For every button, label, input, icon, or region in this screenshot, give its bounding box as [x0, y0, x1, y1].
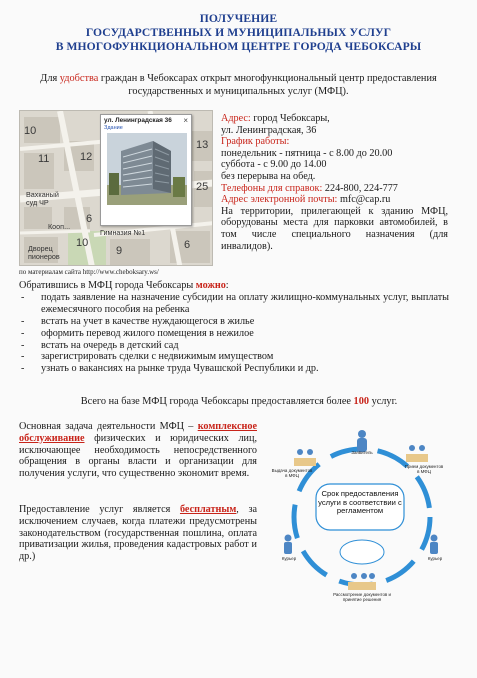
title-line: ПОЛУЧЕНИЕ — [199, 12, 278, 25]
map-label: Кооп... — [48, 222, 71, 231]
lead-end: : — [225, 280, 229, 291]
free-text: , за исключением случаев, когда платежи предусмотрены законодательством (государственная пошлина, оплата приватизации жилья, проведения кадастровых работ и др.) — [19, 504, 257, 563]
list-item: - узнать о вакансиях на рынке труда Чувашской Республики и др. — [19, 363, 449, 375]
intro-text: Для — [40, 73, 60, 84]
close-icon[interactable]: × — [183, 116, 188, 125]
intro-text: граждан в Чебоксарах открыт многофункциональный центр предоставления государственных и муниципальных услуг (МФЦ). — [98, 73, 437, 97]
lead-highlight: можно — [195, 280, 226, 291]
map-label: Вахканый суд ЧР — [26, 190, 59, 207]
person-figure — [357, 430, 367, 452]
intro-paragraph — [30, 72, 447, 98]
title-line: В МНОГОФУНКЦИОНАЛЬНОМ ЦЕНТРЕ ГОРОДА ЧЕБОКСАРЫ — [55, 40, 422, 53]
services-list — [19, 292, 449, 375]
services-total — [19, 396, 459, 407]
task-text: Основная задача деятельности МФЦ – — [19, 421, 198, 432]
list-item: - зарегистрировать сделки с недвижимым имуществом — [19, 351, 449, 363]
phones-value: 224-800, 224-777 — [322, 182, 398, 194]
map-house-number: 10 — [24, 125, 37, 137]
popup-title: ул. Ленинградская 36 — [104, 117, 172, 124]
total-text: Всего на базе МФЦ города Чебоксары предоставляется более — [80, 396, 354, 407]
total-number: 100 — [353, 396, 369, 407]
free-text: Предоставление услуг является — [19, 504, 180, 515]
cycle-step: Курьер — [427, 556, 443, 561]
list-item: - подать заявление на назначение субсидии на оплату жилищно-коммунальных услуг, выплаты ежемесячного пособия на ребенка — [19, 292, 449, 316]
email-row — [221, 194, 448, 206]
parking-note: На территории, прилегающей к зданию МФЦ, оборудованы места для парковки автомобилей, в том числе специального назначения (для инвалидов). — [221, 205, 448, 252]
list-item: - встать на учет в качестве нуждающегося в жилье — [19, 316, 449, 328]
services-list-block — [19, 280, 449, 375]
schedule-line: понедельник - пятница - с 8.00 до 20.00 — [221, 147, 393, 159]
contact-info — [221, 113, 448, 252]
map-house-number: 9 — [116, 245, 123, 257]
intro-highlight: удобства — [59, 73, 99, 84]
popup-subtitle[interactable]: Здание — [104, 125, 123, 131]
address-row — [221, 113, 448, 125]
map-popup[interactable] — [100, 114, 192, 226]
email-label: Адрес электронной почты: — [221, 194, 338, 206]
map-house-number: 12 — [80, 151, 93, 163]
main-task-paragraph — [19, 421, 257, 480]
schedule-line: без перерыва на обед. — [221, 170, 316, 182]
service-cycle-diagram — [264, 420, 460, 615]
list-item: - встать на очередь в детский сад — [19, 340, 449, 352]
page-title — [30, 12, 447, 54]
address-value: город Чебоксары, — [250, 113, 330, 124]
task-text: физических и юридических лиц, исключающее необходимость непосредственного обращения в органы власти и организации для получения услуги, что существенно экономит время. — [19, 432, 257, 480]
address-line2: ул. Ленинградская, 36 — [221, 124, 317, 136]
map-house-number: 10 — [76, 237, 89, 249]
cycle-step: Выдача документов в МФЦ — [271, 468, 313, 478]
email-value[interactable]: mfc@cap.ru — [337, 194, 391, 206]
title-line: ГОСУДАРСТВЕННЫХ И МУНИЦИПАЛЬНЫХ УСЛУГ — [85, 26, 392, 39]
list-item: - оформить перевод жилого помещения в нежилое — [19, 328, 449, 340]
cycle-center-text: Срок предоставления услуги в соответствии с регламентом — [318, 489, 402, 516]
free-paragraph — [19, 504, 257, 563]
schedule-label: График работы: — [221, 136, 290, 148]
services-lead — [19, 280, 449, 292]
cycle-step: Курьер — [281, 556, 297, 561]
cycle-step: Заявитель — [351, 450, 373, 455]
free-highlight: бесплатным — [179, 504, 237, 515]
cycle-step: Рассмотрение документов и принятие решения — [333, 592, 391, 602]
task-highlight: комплексное обслуживание — [19, 421, 257, 444]
cycle-step: Прием документов в МФЦ — [404, 464, 444, 474]
lead-text: Обратившись в МФЦ города Чебоксары — [19, 280, 196, 291]
map-label: Дворец пионеров — [28, 244, 60, 261]
address-label: Адрес: — [221, 113, 251, 124]
phones-row — [221, 183, 448, 195]
location-map — [19, 110, 213, 266]
phones-label: Телефоны для справок: — [221, 182, 323, 194]
map-house-number: 6 — [86, 213, 93, 225]
map-house-number: 13 — [196, 139, 209, 151]
building-photo — [107, 133, 187, 205]
map-house-number: 6 — [184, 239, 191, 251]
source-note: по материалам сайта http://www.cheboksary.ws/ — [19, 268, 159, 276]
map-label: Гимназия №1 — [100, 228, 146, 237]
map-house-number: 25 — [196, 181, 209, 193]
schedule-line: суббота - с 9.00 до 14.00 — [221, 159, 327, 171]
total-text: услуг. — [369, 396, 398, 407]
map-house-number: 11 — [38, 153, 50, 165]
